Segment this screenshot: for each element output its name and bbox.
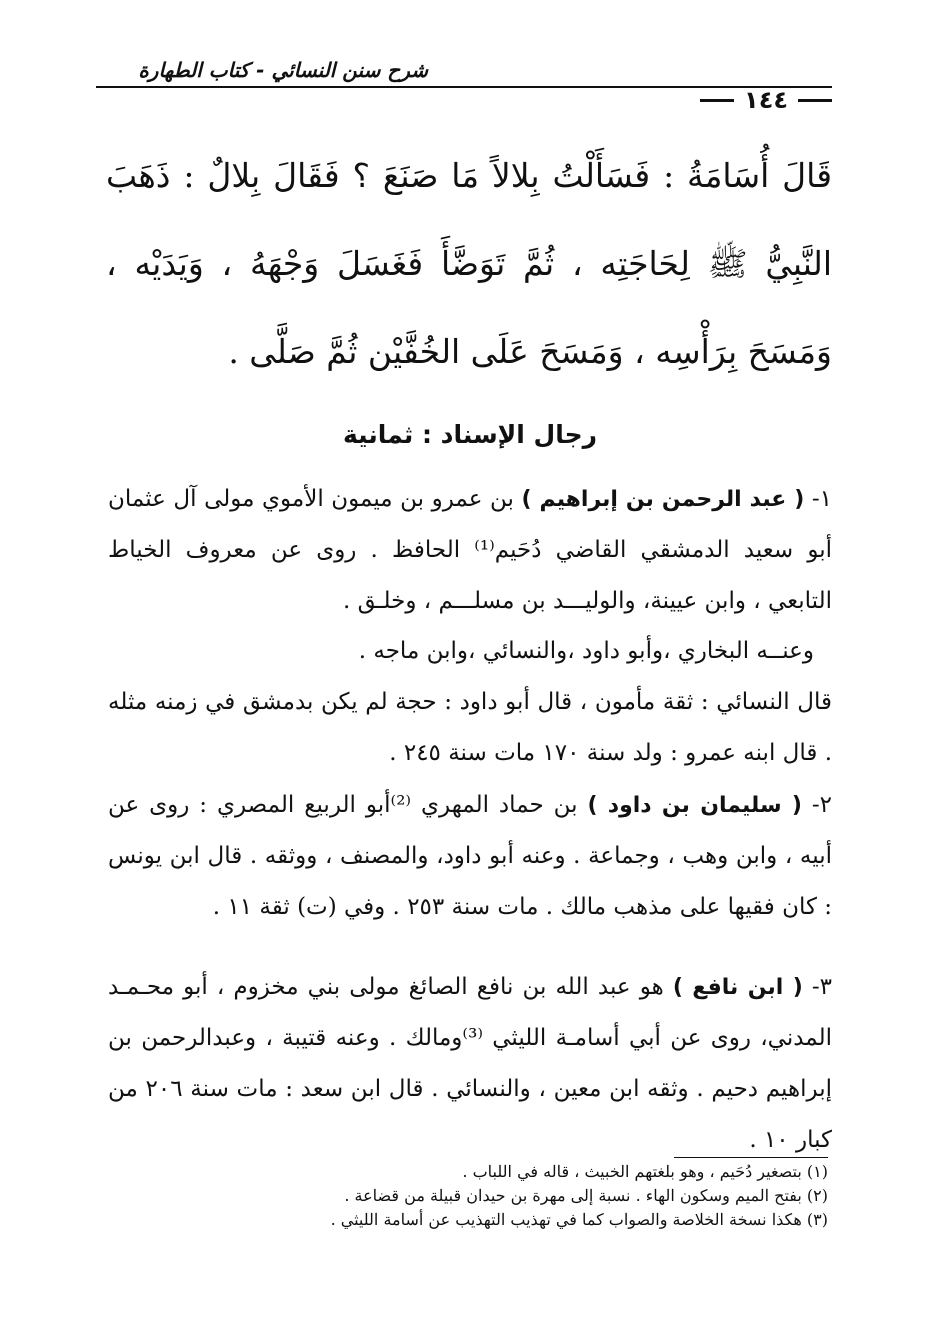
footnote-rule (674, 1157, 828, 1158)
footnote: (٣) هكذا نسخة الخلاصة والصواب كما في تهذيب التهذيب عن أسامة الليثي . (330, 1210, 828, 1229)
narrator-number: ٢- (811, 792, 833, 818)
narrator-entry (108, 474, 832, 627)
narrator-entry (108, 780, 832, 933)
narrator-name: ( ابن نافع ) (672, 975, 803, 1000)
page-number: ١٤٤ (744, 86, 788, 114)
page-number-row (700, 86, 832, 114)
narrator-students: وعنــه البخاري ،وأبو داود ،والنسائي ،وابن ماجه . (358, 638, 814, 664)
narrator-text: بن حماد المهري ⁽²⁾أبو الربيع المصري : روى عن أبيه ، وابن وهب ، وجماعة . وعنه أبو داود، والمصنف ، ووثقه . قال ابن يونس : كان فقيها على مذهب مالك . مات سنة ٢٥٣ . وفي (ت) ثقة ١١ . (108, 792, 832, 920)
footnotes (108, 1160, 828, 1232)
narrator-number: ٣- (811, 974, 833, 1000)
narrator-name: ( سليمان بن داود ) (587, 793, 802, 818)
hadith-text: قَالَ أُسَامَةُ : فَسَأَلْتُ بِلالاً مَا صَنَعَ ؟ فَقَالَ بِلالٌ : ذَهَبَ النَّبِيُّ ﷺ لِحَاجَتِه ، ثُمَّ تَوَضَّأَ فَغَسَلَ وَجْهَهُ ، وَيَدَيْه ، وَمَسَحَ بِرَأْسِه ، وَمَسَحَ عَلَى الخُفَّيْن ثُمَّ صَلَّى . (106, 156, 832, 371)
narrator-text: بن عمرو بن ميمون الأموي مولى آل عثمان أبو سعيد الدمشقي القاضي دُحَيم⁽¹⁾ الحافظ . روى عن معروف الخياط التابعي ، وابن عيينة، والوليـــد بن مسلـــم ، وخلـق . (108, 486, 832, 614)
narrator-number: ١- (811, 486, 833, 512)
narrator-grading: قال النسائي : ثقة مأمون ، قال أبو داود : حجة لم يكن بدمشق في زمنه مثله . قال ابنه عمرو : ولد سنة ١٧٠ مات سنة ٢٤٥ . (108, 689, 832, 766)
footnote: (١) بتصغير دُحَيم ، وهو بلغتهم الخبيث ، قاله في اللباب . (462, 1162, 828, 1181)
footnote: (٢) بفتح الميم وسكون الهاء . نسبة إلى مهرة بن حيدان قبيلة من قضاعة . (344, 1186, 828, 1205)
running-header-title: شرح سنن النسائي - كتاب الطهارة (138, 58, 428, 82)
page-number-dash (798, 99, 832, 102)
section-heading: رجال الإسناد : ثمانية (342, 420, 598, 449)
narrator-entry (108, 962, 832, 1166)
page-number-dash (700, 99, 734, 102)
narrator-name: ( عبد الرحمن بن إبراهيم ) (521, 487, 805, 512)
narrator-text: هو عبد الله بن نافع الصائغ مولى بني مخزوم ، أبو محـمـد المدني، روى عن أبي أسامـة الليثي ⁽³⁾ومالك . وعنه قتيبة ، وعبدالرحمن بن إبراهيم دحيم . وثقه ابن معين ، والنسائي . قال ابن سعد : مات سنة ٢٠٦ من كبار ١٠ . (108, 974, 832, 1153)
